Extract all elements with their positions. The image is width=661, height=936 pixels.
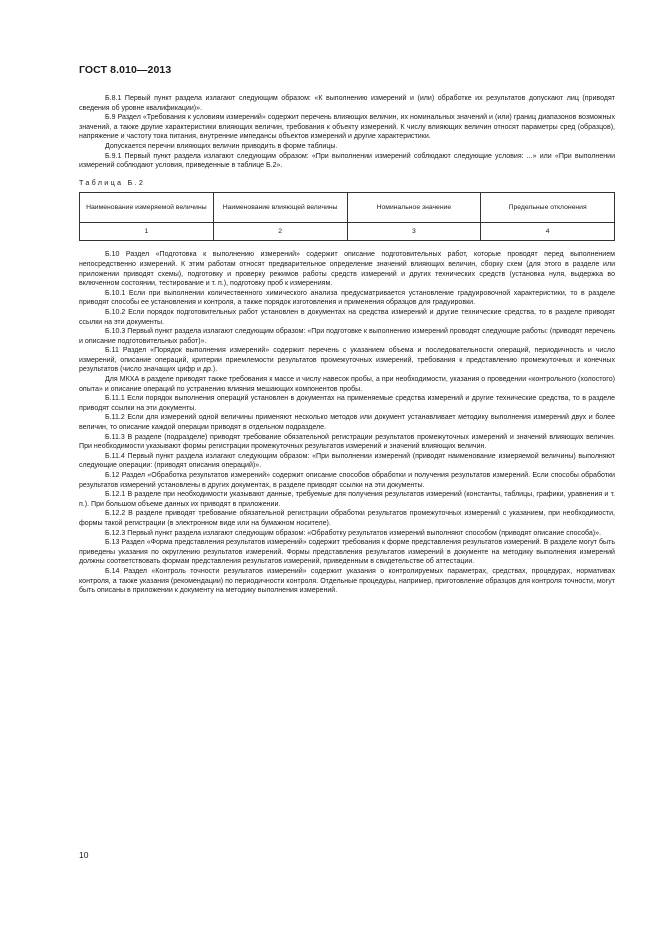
paragraph-b-11-mkha: Для МКХА в разделе приводят также требования к массе и числу навесок пробы, а при необходимости, указания о проведении «контрольного (холостого) опыта» и описание операций по устранению влияния мешающих компонентов пробы. (79, 376, 615, 393)
paragraph-b-8-1: Б.8.1 Первый пункт раздела излагают следующим образом: «К выполнению измерений и (или) обработке их результатов допускают лиц (приводят сведения об уровне квалификации)». (79, 95, 615, 112)
paragraph-b-10-2: Б.10.2 Если порядок подготовительных работ установлен в документах на средства измерений и другие технические средства, то в разделе приводят ссылки на эти документы. (79, 308, 615, 326)
table-number-row (80, 223, 615, 241)
paragraphs-after-table (79, 250, 615, 595)
paragraph-b-11-4: Б.11.4 Первый пункт раздела излагают следующим образом: «При выполнении измерений (приводят наименование измеряемой величины) выполняют следующие операции: (приводят описания операций)». (79, 452, 615, 470)
paragraph-b-12-3: Б.12.3 Первый пункт раздела излагают следующим образом: «Обработку результатов измерений выполняют способом (приводят описание способа)». (105, 529, 602, 537)
paragraphs-before-table (79, 94, 615, 171)
table-b-2 (79, 192, 615, 241)
paragraph-b-13: Б.13 Раздел «Форма представления результатов измерений» содержит требования к форме представления результатов измерений. В разделе могут быть приведены указания по округлению результатов измерений. Формы представления результатов измерений в документе на методику выполнения измерений должны соответствовать формам представления результатов измерений, приведенным в свидетельстве об аттестации. (79, 539, 615, 566)
table-header-cell-1: Наименование измеряемой величины (80, 193, 214, 223)
page-number: 10 (79, 850, 89, 860)
table-header-cell-4: Предельные отклонения (481, 193, 615, 223)
paragraph-b-14: Б.14 Раздел «Контроль точности результатов измерений» содержит указания о контролируемых параметрах, средствах, процедурах, нормативах контроля, а также указания (рекомендации) по периодичности контроля. Отдельные процедуры, например, приготовление образцов для контроля точности, могут быть описаны в приложении к документу на методику выполнения измерений. (79, 567, 615, 595)
document-header: ГОСТ 8.010—2013 (79, 64, 172, 76)
table-number-cell-4: 4 (481, 223, 615, 241)
paragraph-b-11-2: Б.11.2 Если для измерений одной величины применяют несколько методов или документ устанавливает методику выполнения измерений двух и более величин, то описание каждой операции приводят в отдельном подразделе. (79, 414, 615, 432)
paragraph-b-10-3: Б.10.3 Первый пункт раздела излагают следующим образом: «При подготовке к выполнению измерений проводят следующие работы: (приводят перечень и описание подготовительных работ)». (79, 328, 615, 345)
paragraph-b-12: Б.12 Раздел «Обработка результатов измерений» содержит описание способов обработки и получения результатов измерений. Если способы обработки результатов измерений установлены в других документах, в разделе приводят ссылки на эти документы. (79, 472, 615, 489)
paragraph-b-10: Б.10 Раздел «Подготовка к выполнению измерений» содержит описание подготовительных работ, которые проводят перед выполнением непосредственно измерений. К этим работам относят предварительное определение значений влияющих величин, сборку схем (для этого в разделе или приложении приводят схемы), подготовку и проверку режимов работы средств измерений и других технических средств (установка нуля, выдержка во включенном состоянии, тестирование и т. п.), подготовку проб к измерениям. (79, 251, 615, 288)
document-body (79, 94, 615, 596)
paragraph-b-10-1: Б.10.1 Если при выполнении количественного химического анализа предусматривается установление градуировочной характеристики, то в разделе приводят способы ее установления и контроля, а также порядок изготовления и применения образцов для градуировки. (79, 289, 615, 307)
table-header-cell-2: Наименование влияющей величины (213, 193, 347, 223)
paragraph-b-12-2: Б.12.2 В разделе приводят требование обязательной регистрации обработки результатов промежуточных измерений с указанием, при необходимости, формы такой регистрации (в электронном виде или на бумажном носителе). (79, 510, 615, 527)
paragraph-b-9-note: Допускается перечни влияющих величин приводить в форме таблицы. (105, 142, 338, 150)
table-header-row (80, 193, 615, 223)
paragraph-b-12-1: Б.12.1 В разделе при необходимости указывают данные, требуемые для получения результатов измерений (константы, таблицы, графики, уравнения и т. п.). При большом объеме данных их приводят в приложении. (79, 491, 615, 508)
paragraph-b-11: Б.11 Раздел «Порядок выполнения измерений» содержит перечень с указанием объема и последовательности операций, периодичность и число измерений, описание операций, критерии приемлемости результатов промежуточных измерений, требования к представлению промежуточных и конечных результатов (число значащих цифр и др.). (79, 347, 615, 374)
paragraph-b-11-3: Б.11.3 В разделе (подразделе) приводят требование обязательной регистрации результатов промежуточных измерений и значений влияющих величин. При необходимости указывают формы регистрации промежуточных результатов измерений и значений влияющих величин. (79, 433, 615, 451)
paragraph-b-11-1: Б.11.1 Если порядок выполнения операций установлен в документах на применяемые средства измерений и другие технические средства, то в разделе приводят ссылки на эти документы. (79, 395, 615, 412)
table-number-cell-1: 1 (80, 223, 214, 241)
table-number-cell-3: 3 (347, 223, 481, 241)
paragraph-b-9: Б.9 Раздел «Требования к условиям измерений» содержит перечень влияющих величин, их номинальных значений и (или) границ диапазонов возможных значений, а также другие характеристики влияющих величин, требования к объекту измерений. К числу влияющих величин относят параметры сред (образцов), напряжение и частоту тока питания, внутренние импедансы объектов измерений и другие характеристики. (79, 114, 615, 141)
table-number-cell-2: 2 (213, 223, 347, 241)
table-header-cell-3: Номинальное значение (347, 193, 481, 223)
table-caption: Таблица Б.2 (79, 177, 146, 187)
paragraph-b-9-1: Б.9.1 Первый пункт раздела излагают следующим образом: «При выполнении измерений соблюдают следующие условия: ...» или «При выполнении измерений соблюдают условия, приведенные в таблице Б.2». (79, 152, 615, 170)
